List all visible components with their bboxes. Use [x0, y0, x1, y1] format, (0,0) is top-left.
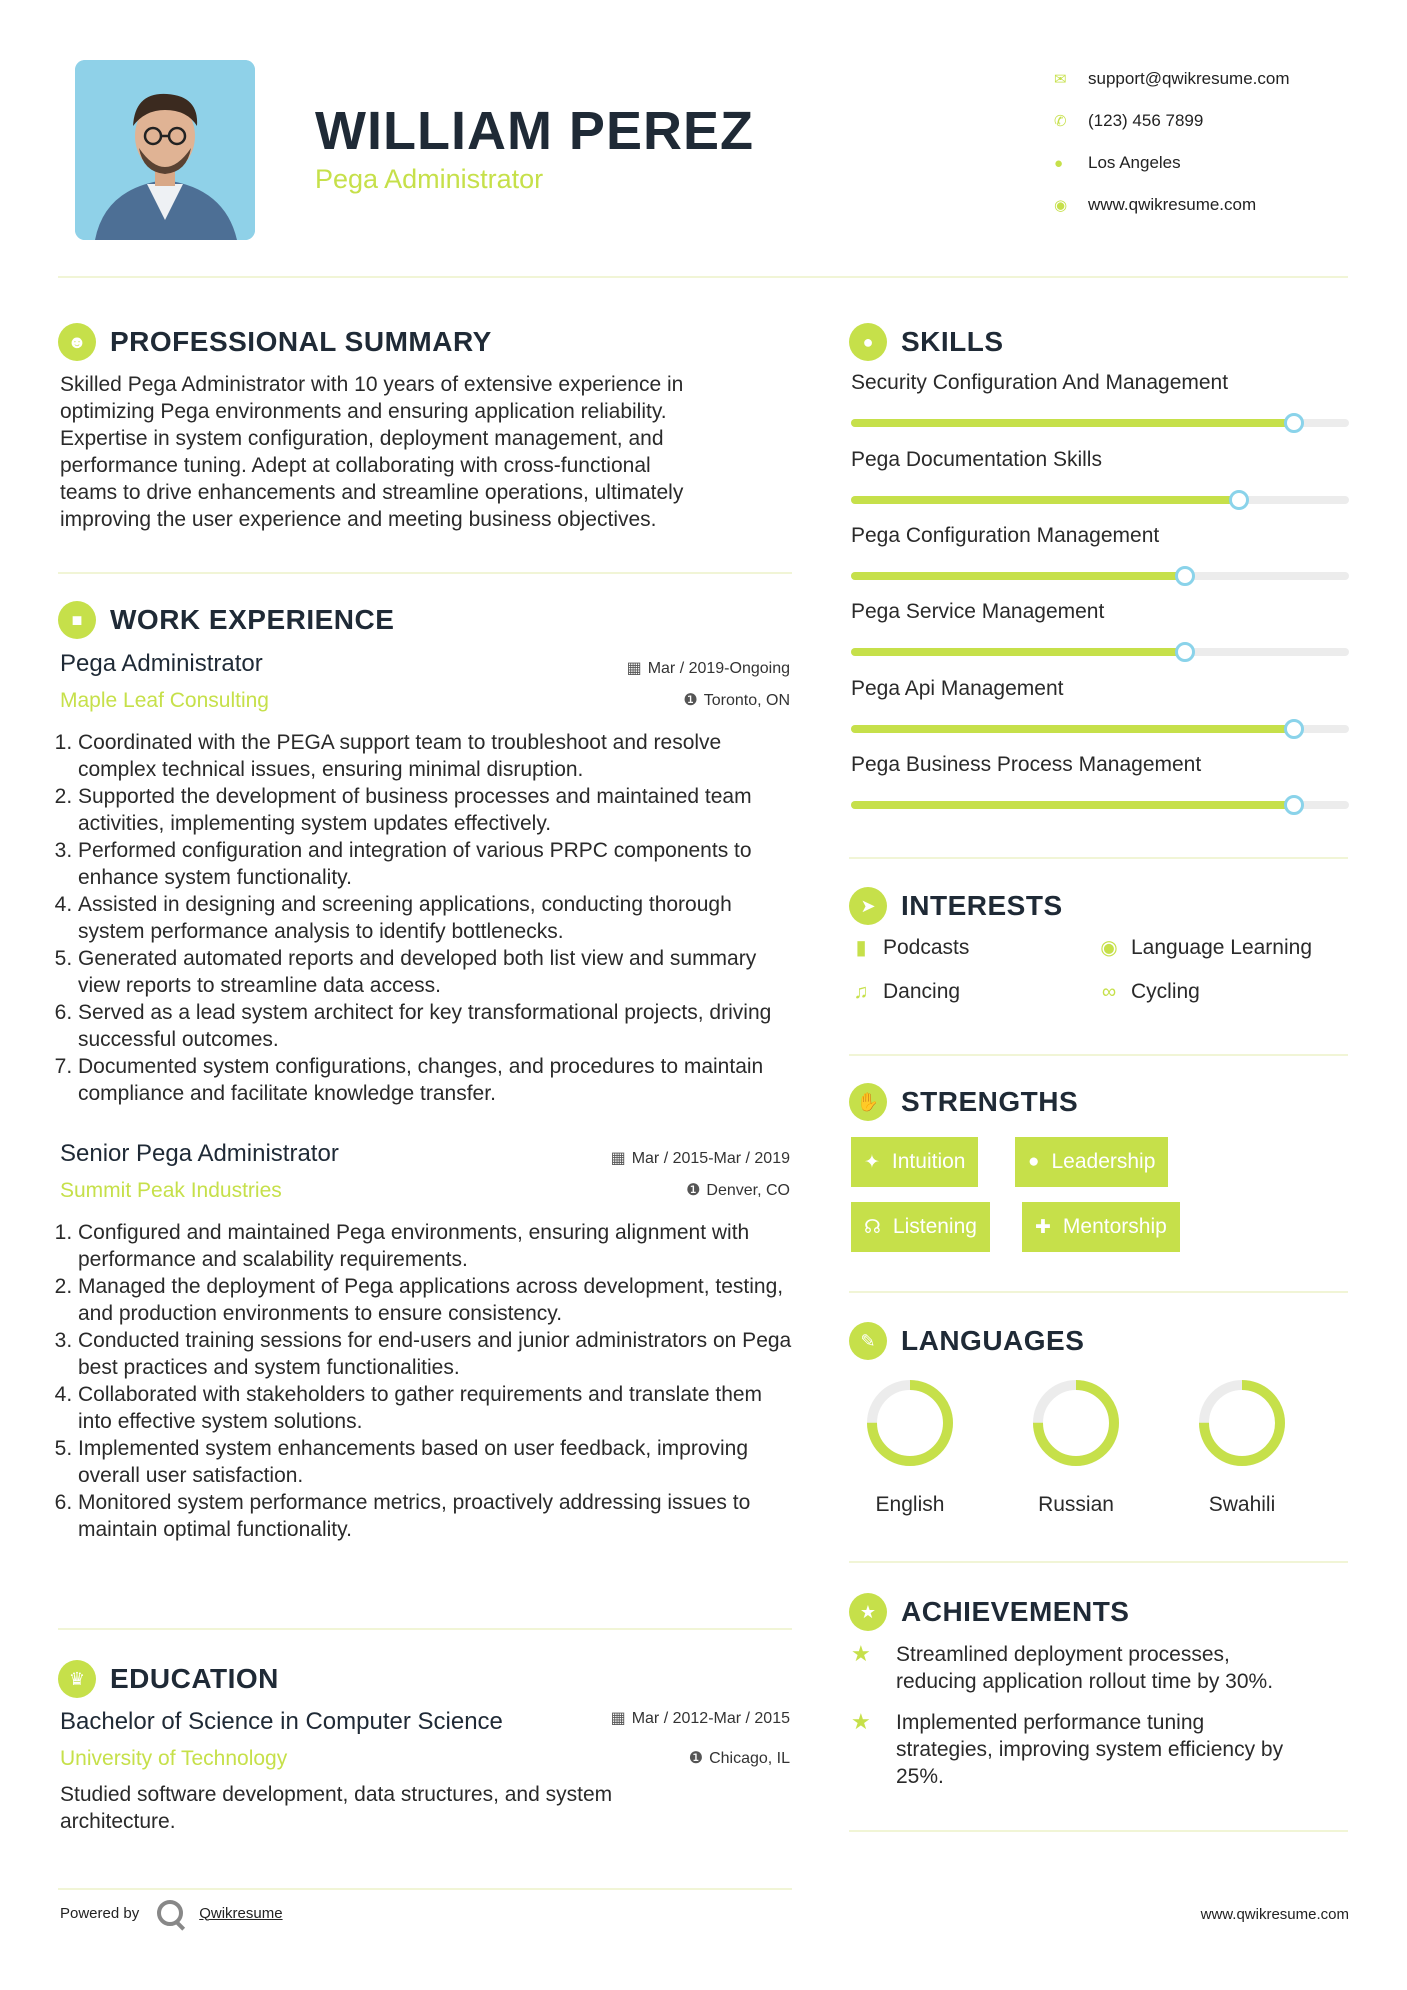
summary-line: teams to drive enhancements and streamline operations, ultimately: [60, 481, 684, 504]
job-date-text: Mar / 2019-Ongoing: [647, 660, 790, 677]
skill-item: [851, 524, 1349, 580]
summary-line: improving the user experience and meeting business objectives.: [60, 508, 657, 531]
education-description: [60, 1781, 800, 1835]
language-ring: [1028, 1375, 1124, 1471]
skill-bar: [851, 648, 1349, 656]
candidate-title: Pega Administrator: [315, 164, 544, 194]
education-location-text: Chicago, IL: [709, 1750, 790, 1767]
language-item: [1182, 1375, 1302, 1517]
duty-item: 6. Served as a lead system architect for key transformational projects, driving successful outcomes.: [78, 999, 799, 1053]
section-title: EDUCATION: [110, 1663, 279, 1694]
briefcase-icon: ■: [58, 601, 96, 639]
contact-text: Los Angeles: [1088, 153, 1181, 172]
duty-item: 1. Coordinated with the PEGA support team to troubleshoot and resolve complex technical issues, ensuring minimal disruption.: [78, 729, 799, 783]
skill-bar-knob: [1175, 566, 1195, 586]
headphones-icon: ☊: [864, 1216, 881, 1238]
calendar-icon: ▦: [610, 1710, 626, 1727]
language-name: Swahili: [1208, 1493, 1276, 1516]
contact-text: support@qwikresume.com: [1088, 69, 1290, 88]
globe-icon: ◉: [1100, 937, 1118, 959]
people-icon: ●: [1028, 1151, 1040, 1172]
lightbulb-icon: ●: [849, 323, 887, 361]
pin-icon: ❶: [683, 692, 698, 709]
section-divider: [849, 1561, 1348, 1563]
interests-heading: [849, 887, 1063, 925]
interest-label: Cycling: [1131, 980, 1200, 1003]
strength-label: Leadership: [1051, 1150, 1156, 1173]
qwikresume-logo-icon: [157, 1900, 183, 1926]
achievement-item: [851, 1709, 1351, 1790]
job-company: Summit Peak Industries: [60, 1179, 282, 1202]
trophy-icon: ★: [849, 1593, 887, 1631]
person-portrait-icon: [75, 60, 255, 240]
strength-badge: [851, 1202, 990, 1252]
section-divider: [849, 1054, 1348, 1056]
contact-location: [1050, 142, 1380, 184]
skill-name: Pega Api Management: [851, 677, 1064, 700]
job-duties: [59, 729, 799, 1107]
skill-bar: [851, 496, 1349, 504]
section-title: LANGUAGES: [901, 1325, 1085, 1356]
skill-item: [851, 371, 1349, 427]
strength-badge: [851, 1137, 978, 1187]
skill-name: Pega Service Management: [851, 600, 1105, 623]
job-title: Pega Administrator: [60, 650, 263, 677]
contact-list: [1050, 58, 1380, 226]
strength-label: Listening: [892, 1215, 977, 1238]
star-icon: ★: [851, 1709, 871, 1734]
achievement-item: [851, 1641, 1351, 1695]
duty-item: 3. Conducted training sessions for end-users and junior administrators on Pega best practices and system functionalities.: [78, 1327, 799, 1381]
skill-name: Pega Configuration Management: [851, 524, 1160, 547]
calendar-icon: ▦: [626, 660, 642, 677]
job-title: Senior Pega Administrator: [60, 1140, 339, 1167]
duty-item: 2. Supported the development of business processes and maintained team activities, implementing system updates effectively.: [78, 783, 799, 837]
languages-heading: [849, 1322, 1084, 1360]
duty-item: 1. Configured and maintained Pega environments, ensuring alignment with performance and scalability requirements.: [78, 1219, 799, 1273]
summary-line: performance tuning. Adept at collaborating with cross-functional: [60, 454, 651, 477]
user-icon: ☻: [58, 323, 96, 361]
education-line: architecture.: [60, 1810, 176, 1833]
contact-email[interactable]: [1050, 58, 1380, 100]
footer-brand: [60, 1900, 283, 1926]
contact-text: (123) 456 7899: [1088, 111, 1204, 130]
duty-item: 3. Performed configuration and integration of various PRPC components to enhance system functionality.: [78, 837, 799, 891]
pin-icon: ❶: [686, 1182, 701, 1199]
job-duties: [59, 1219, 799, 1543]
skill-bar-knob: [1229, 490, 1249, 510]
interest-label: Language Learning: [1131, 935, 1313, 959]
skill-bar-knob: [1284, 719, 1304, 739]
job-date-text: Mar / 2015-Mar / 2019: [631, 1150, 790, 1167]
section-divider: [58, 572, 792, 574]
section-title: STRENGTHS: [901, 1086, 1079, 1117]
envelope-icon: ✉: [1054, 71, 1067, 88]
powered-by-text: Powered by: [60, 1904, 140, 1922]
paper-plane-icon: ➤: [849, 887, 887, 925]
phone-icon: ✆: [1054, 113, 1067, 130]
skill-item: [851, 753, 1349, 809]
section-title: WORK EXPERIENCE: [110, 604, 395, 635]
profile-photo: [75, 60, 255, 240]
achievement-line: Implemented performance tuning: [896, 1711, 1205, 1734]
achievements-heading: [849, 1593, 1129, 1631]
section-divider: [849, 857, 1348, 859]
skill-bar-fill: [851, 725, 1294, 733]
language-ring: [1194, 1375, 1290, 1471]
section-title: INTERESTS: [901, 890, 1063, 921]
globe-icon: ◉: [1054, 197, 1068, 214]
education-line: Studied software development, data structures, and system: [60, 1783, 613, 1806]
section-title: SKILLS: [901, 326, 1004, 357]
interest-item: [1099, 980, 1200, 1004]
header-divider: [58, 276, 1348, 278]
school-name: University of Technology: [60, 1747, 288, 1770]
job-date: [611, 1148, 790, 1168]
contact-phone[interactable]: [1050, 100, 1380, 142]
skill-item: [851, 600, 1349, 656]
job-location-text: Denver, CO: [706, 1182, 790, 1199]
duty-item: 6. Monitored system performance metrics, proactively addressing issues to maintain optimal functionality.: [78, 1489, 799, 1543]
interest-item: [851, 935, 969, 960]
interest-item: [851, 980, 960, 1004]
job-date: [627, 658, 790, 678]
skill-name: Pega Documentation Skills: [851, 448, 1102, 471]
star-icon: ★: [851, 1641, 871, 1666]
skill-bar: [851, 419, 1349, 427]
language-ring: [862, 1375, 958, 1471]
section-title: PROFESSIONAL SUMMARY: [110, 326, 492, 357]
section-divider: [849, 1830, 1348, 1832]
skill-item: [851, 448, 1349, 504]
strength-label: Intuition: [891, 1150, 966, 1173]
bicycle-icon: ∞: [1101, 980, 1117, 1003]
skill-bar: [851, 572, 1349, 580]
pin-icon: ❶: [688, 1750, 704, 1767]
interest-label: Podcasts: [883, 935, 970, 959]
magic-wand-icon: ✦: [864, 1151, 880, 1173]
language-name: Russian: [1038, 1493, 1114, 1516]
skill-bar-fill: [851, 648, 1185, 656]
duty-item: 5. Generated automated reports and developed both list view and summary view reports to streamline data access.: [78, 945, 799, 999]
skill-bar-fill: [851, 801, 1294, 809]
hand-icon: ✋: [849, 1083, 887, 1121]
section-divider: [849, 1291, 1348, 1293]
achievement-text: [896, 1641, 1346, 1695]
skill-bar-knob: [1284, 795, 1304, 815]
education-date-text: Mar / 2012-Mar / 2015: [631, 1710, 790, 1727]
duty-item: 4. Assisted in designing and screening applications, conducting thorough system performance analysis to identify bottlenecks.: [78, 891, 799, 945]
achievement-line: reducing application rollout time by 30%.: [896, 1670, 1274, 1693]
education-heading: [58, 1660, 279, 1698]
duty-item: 2. Managed the deployment of Pega applications across development, testing, and production environments to ensure consistency.: [78, 1273, 799, 1327]
strengths-heading: [849, 1083, 1078, 1121]
brand-link[interactable]: Qwikresume: [199, 1904, 283, 1922]
skill-bar-fill: [851, 572, 1185, 580]
contact-text: www.qwikresume.com: [1088, 195, 1257, 214]
contact-website[interactable]: [1050, 184, 1380, 226]
skills-heading: [849, 323, 1004, 361]
education-date: [611, 1708, 790, 1728]
strength-badge: [1022, 1202, 1180, 1252]
summary-heading: [58, 323, 492, 361]
calendar-icon: ▦: [610, 1150, 626, 1167]
language-icon: ✎: [849, 1322, 887, 1360]
skill-bar: [851, 801, 1349, 809]
skill-name: Pega Business Process Management: [851, 753, 1202, 776]
education-location: [689, 1748, 790, 1768]
summary-text: [60, 371, 800, 533]
skill-bar-knob: [1175, 642, 1195, 662]
strength-badge: [1015, 1137, 1168, 1187]
skill-bar-fill: [851, 419, 1294, 427]
duty-item: 7. Documented system configurations, changes, and procedures to maintain compliance and facilitate knowledge transfer.: [78, 1053, 799, 1107]
job-location: [686, 1180, 790, 1200]
achievement-line: Streamlined deployment processes,: [896, 1643, 1230, 1666]
music-note-icon: ♫: [853, 980, 869, 1003]
summary-line: optimizing Pega environments and ensuring application reliability.: [60, 400, 667, 423]
job-location: [683, 690, 790, 710]
interest-item: [1099, 935, 1312, 960]
footer-divider: [58, 1888, 792, 1890]
degree-title: Bachelor of Science in Computer Science: [60, 1708, 503, 1735]
location-pin-icon: ●: [1054, 154, 1064, 172]
graduation-icon: ♛: [58, 1660, 96, 1698]
candidate-name: WILLIAM PEREZ: [315, 101, 754, 161]
achievement-line: strategies, improving system efficiency by: [896, 1738, 1284, 1761]
summary-line: Expertise in system configuration, deployment management, and: [60, 427, 664, 450]
section-title: ACHIEVEMENTS: [901, 1596, 1130, 1627]
language-item: [1016, 1375, 1136, 1517]
add-user-icon: ✚: [1035, 1216, 1051, 1238]
language-item: [850, 1375, 970, 1517]
job-location-text: Toronto, ON: [703, 692, 790, 709]
strength-label: Mentorship: [1062, 1215, 1167, 1238]
section-divider: [58, 1628, 792, 1630]
duty-item: 5. Implemented system enhancements based on user feedback, improving overall user satisfaction.: [78, 1435, 799, 1489]
interest-label: Dancing: [883, 980, 961, 1003]
work-heading: [58, 601, 394, 639]
skill-bar: [851, 725, 1349, 733]
skill-bar-fill: [851, 496, 1239, 504]
duty-item: 4. Collaborated with stakeholders to gather requirements and translate them into effective system solutions.: [78, 1381, 799, 1435]
job-company: Maple Leaf Consulting: [60, 689, 269, 712]
skill-name: Security Configuration And Management: [851, 371, 1229, 394]
achievement-line: 25%.: [896, 1765, 944, 1788]
summary-line: Skilled Pega Administrator with 10 years of extensive experience in: [60, 373, 684, 396]
skill-bar-knob: [1284, 413, 1304, 433]
skill-item: [851, 677, 1349, 733]
microphone-icon: ▮: [855, 937, 867, 959]
language-name: English: [875, 1493, 945, 1516]
footer-website-link[interactable]: www.qwikresume.com: [1200, 1906, 1349, 1923]
achievement-text: [896, 1709, 1346, 1790]
